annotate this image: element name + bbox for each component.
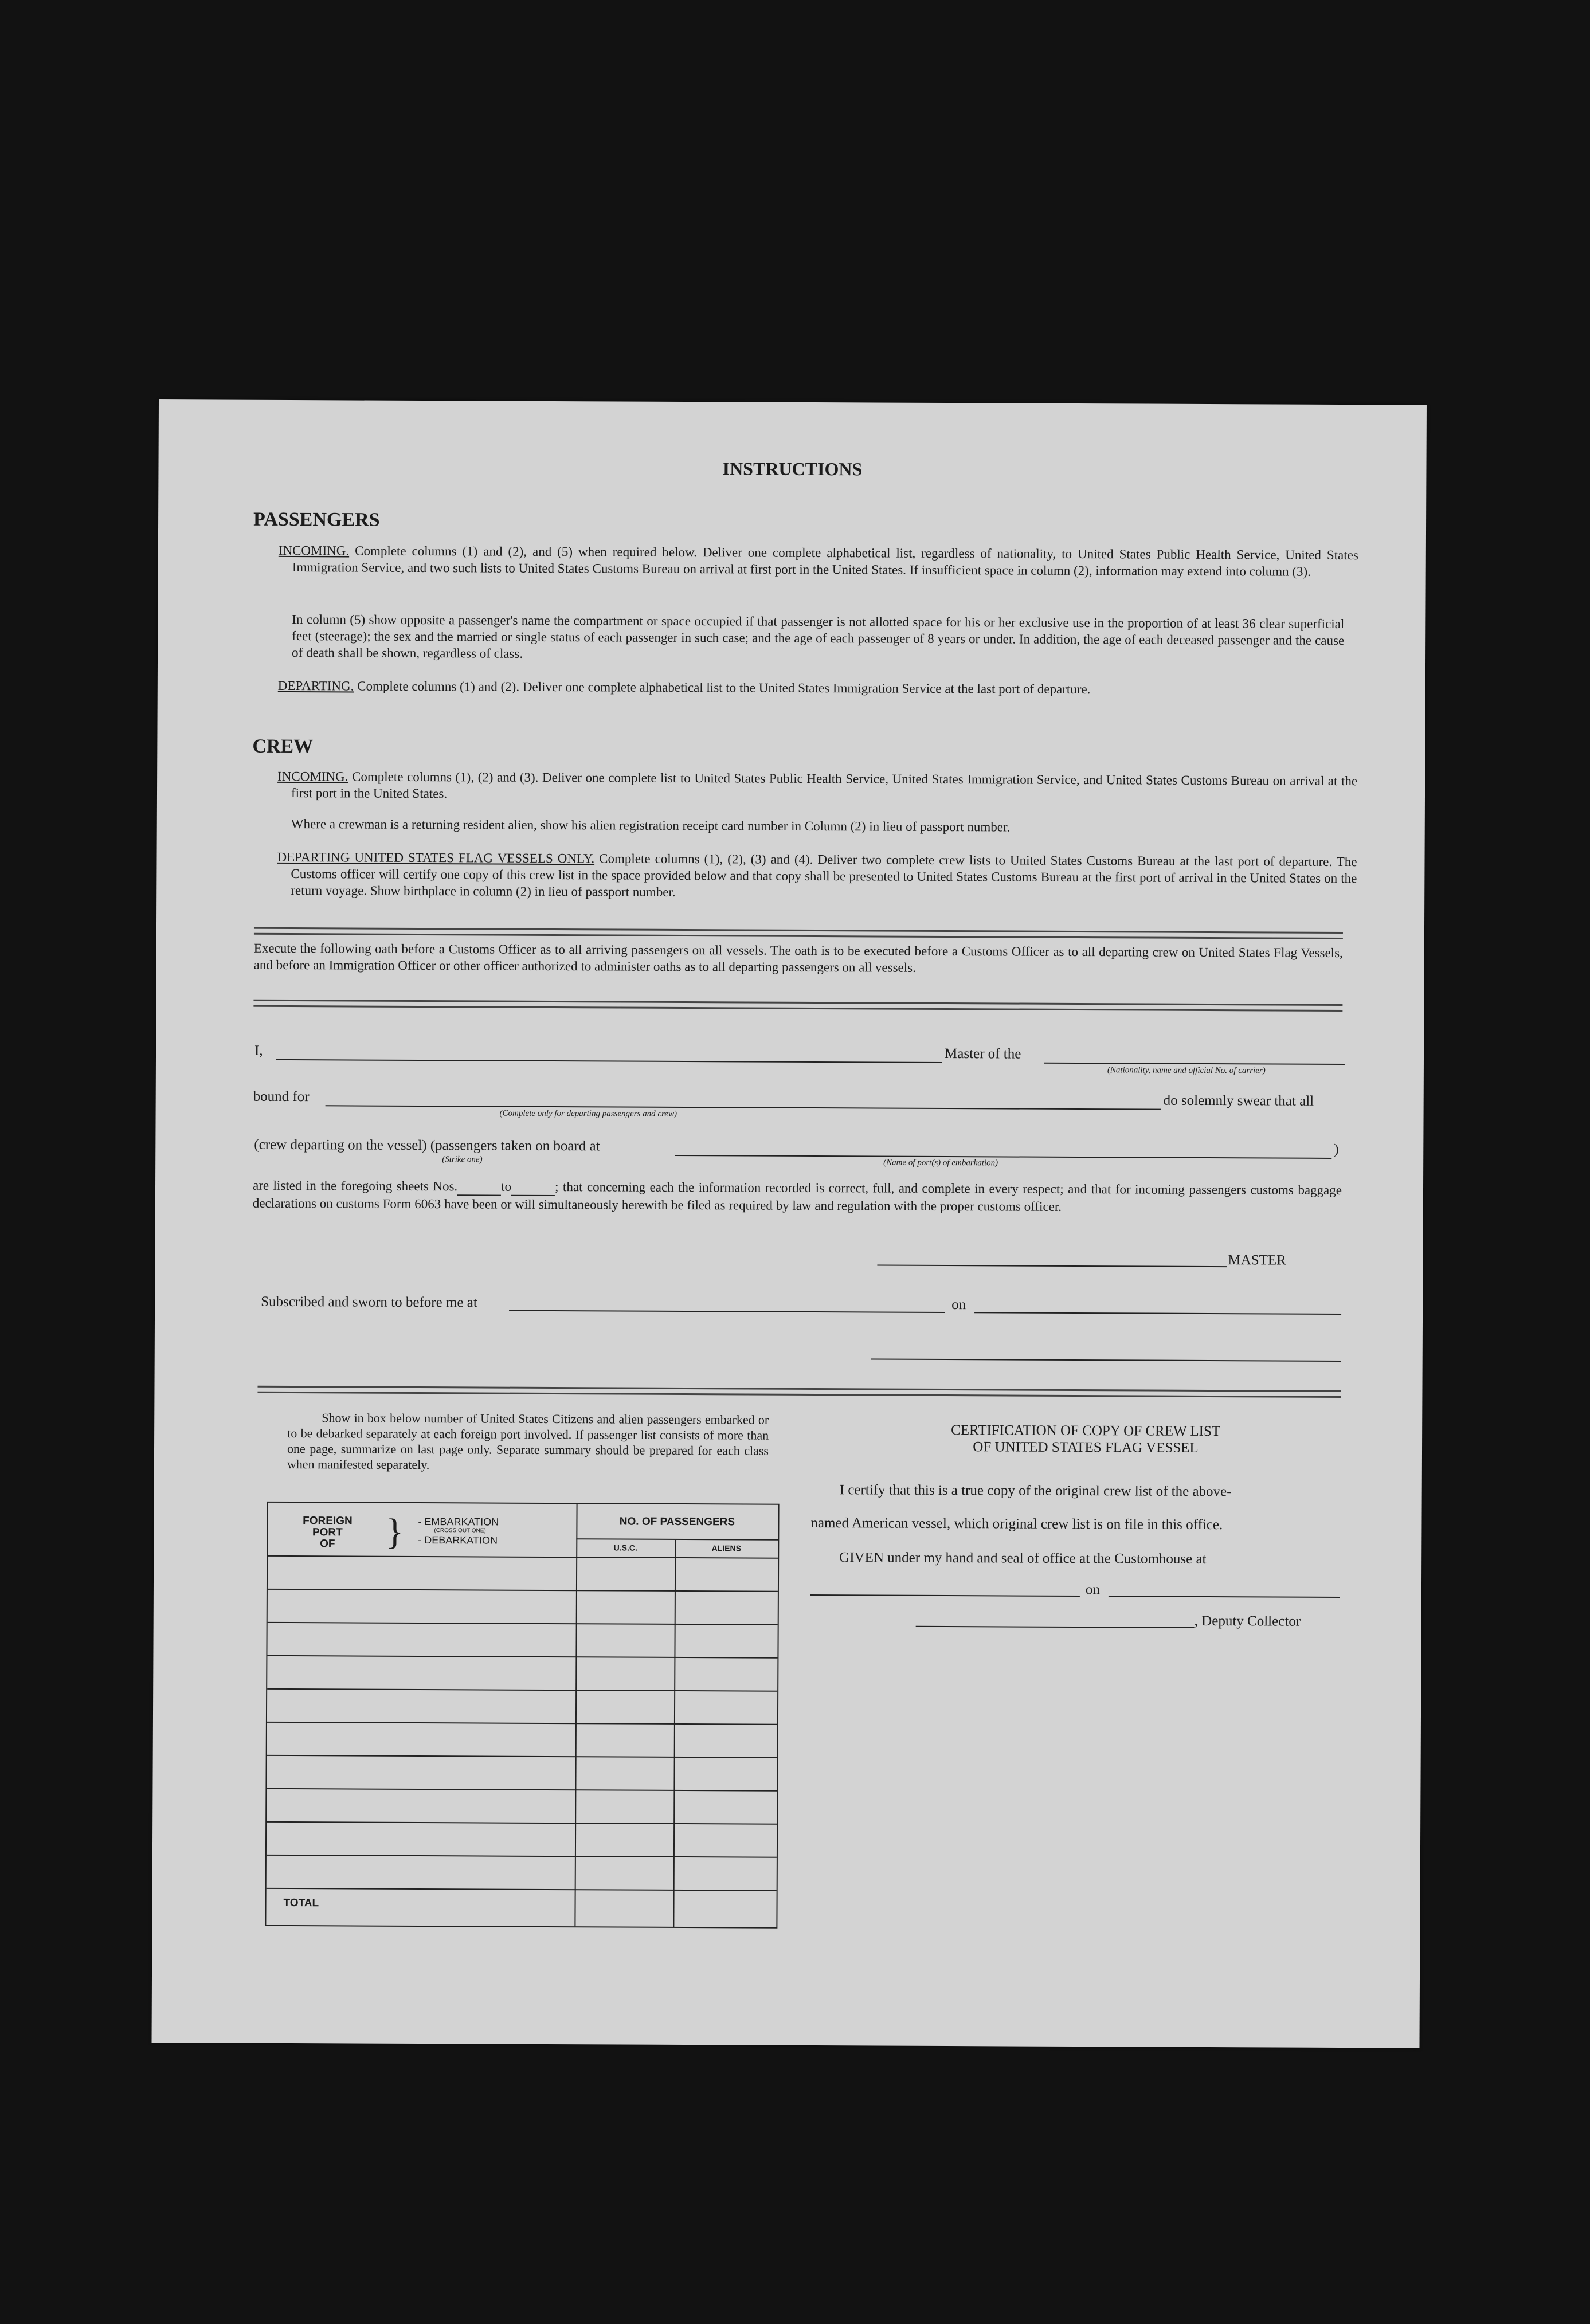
oath-instruction: Execute the following oath before a Customs Officer as to all arriving passengers on all vessels. The oath is to be executed before a Customs Officer as to all departing crew on United States Flag Vessels, and before an Immigration Officer or other officer authorized to administer oaths as to all departing passengers on all vessels. (253, 940, 1343, 975)
solemnly-swear-label: do solemnly swear that all (1163, 1092, 1314, 1109)
close-paren: ) (1334, 1141, 1339, 1157)
passengers-heading: PASSENGERS (253, 508, 380, 531)
listed-to: to (501, 1179, 512, 1194)
officer-signature-line[interactable] (871, 1358, 1341, 1362)
divider-top (254, 927, 1343, 939)
master-signature-line[interactable] (877, 1264, 1227, 1267)
listed-suffix: ; that concerning each the information recorded is correct, full, and complete in every respect; and that for incoming passengers customs baggage declarations on customs Form 6063 have been or will simultaneously herewith be filed as required by law and regulation with the proper customs officer. (252, 1179, 1342, 1214)
table-col-divider-2 (673, 1540, 676, 1927)
master-of-the-label: Master of the (944, 1045, 1021, 1062)
col-usc: U.S.C. (613, 1543, 637, 1553)
total-label: TOTAL (283, 1896, 319, 1910)
table-row-line (267, 1688, 777, 1692)
cert-on-label: on (1085, 1582, 1101, 1598)
table-row-line (267, 1655, 777, 1659)
passengers-column5-paragraph: In column (5) show opposite a passenger's name the compartment or space occupied if that passenger is not allotted space for his or her exclusive use in the proportion of at least 36 clear superficial feet (steerage); the sex and the married or single status of each passenger in such case; and the age of each passenger of 8 years or under. In addition, the age of each deceased passenger and the cause of death shall be shown, regardless of class. (292, 612, 1345, 661)
subscribed-label: Subscribed and sworn to before me at (261, 1294, 477, 1311)
crew-resident-paragraph: Where a crewman is a returning resident alien, show his alien registration receipt card number in Column (2) in lieu of passport number. (291, 817, 1011, 834)
carrier-line[interactable] (1044, 1063, 1345, 1065)
crew-departing-paragraph (277, 849, 1357, 903)
table-total-line (267, 1888, 777, 1891)
cross-out-caption: (CROSS OUT ONE) (434, 1527, 486, 1534)
summary-instructions: Show in box below number of United States Citizens and alien passengers embarked or to be debarked separately at each foreign port involved. If passenger list consists of more than one page, summarize on last page only. Separate summary should be prepared for each class when manifested separately. (287, 1410, 769, 1472)
embarkation-label: - EMBARKATION (418, 1515, 499, 1528)
certify-line2: named American vessel, which original crew list is on file in this office. (810, 1515, 1223, 1533)
listed-prefix: are listed in the foregoing sheets Nos. (252, 1178, 458, 1194)
divider-bottom (257, 1386, 1341, 1398)
master-name-line[interactable] (276, 1059, 942, 1063)
embarkation-ports-line[interactable] (675, 1155, 1331, 1159)
passengers-departing-label: DEPARTING. (277, 678, 354, 693)
crew-incoming-text: Complete columns (1), (2) and (3). Deliver one complete list to United States Public Health Service, United States Immigration Service, and United States Customs Bureau on arrival at the first port in the United States. (291, 769, 1358, 801)
table-row-line (267, 1755, 777, 1758)
deputy-signature-line[interactable] (916, 1626, 1195, 1628)
table-row-line (267, 1722, 777, 1725)
oath-i-label: I, (254, 1043, 263, 1059)
col-port-line3: OF (320, 1538, 335, 1550)
ports-caption: (Name of port(s) of embarkation) (883, 1158, 998, 1168)
listed-paragraph (253, 1177, 1342, 1216)
table-row-line (268, 1589, 778, 1592)
divider-oath (253, 1000, 1342, 1012)
complete-only-caption: (Complete only for departing passengers and crew) (499, 1108, 677, 1119)
subscribed-date-line[interactable] (974, 1312, 1341, 1315)
passengers-incoming-paragraph (279, 542, 1358, 580)
brace-icon: } (386, 1511, 404, 1552)
crew-passengers-label: (crew departing on the vessel) (passengers taken on board at (254, 1136, 600, 1154)
col-port-line2: PORT (312, 1526, 343, 1539)
page-title: INSTRUCTIONS (722, 458, 863, 480)
passengers-incoming-text: Complete columns (1) and (2), and (5) when required below. Deliver one complete alphabetical list, regardless of nationality, to United States Public Health Service, United States Immigration Service, and two such lists to United States Customs Bureau on arrival at first port in the United States. If insufficient space in column (2), information may extend into column (3). (292, 543, 1358, 579)
subscribed-on-label: on (951, 1297, 966, 1313)
col-aliens: ALIENS (711, 1543, 741, 1553)
passenger-summary-table (265, 1502, 779, 1929)
crew-incoming-paragraph (277, 768, 1357, 806)
nationality-caption: (Nationality, name and official No. of carrier) (1107, 1065, 1266, 1076)
master-label: MASTER (1228, 1252, 1286, 1268)
certify-line1: I certify that this is a true copy of the original crew list of the above- (839, 1482, 1232, 1500)
certification-title-line2: OF UNITED STATES FLAG VESSEL (973, 1439, 1199, 1456)
deputy-collector-label: , Deputy Collector (1194, 1613, 1301, 1629)
certification-title-line1: CERTIFICATION OF COPY OF CREW LIST (951, 1422, 1221, 1440)
sheet-from-field[interactable] (457, 1178, 501, 1196)
table-row-line (268, 1622, 778, 1625)
customhouse-line[interactable] (810, 1594, 1080, 1597)
passengers-departing-text: Complete columns (1) and (2). Deliver one complete alphabetical list to the United States Immigration Service at the last port of departure. (354, 679, 1091, 697)
debarkation-label: - DEBARKATION (418, 1534, 498, 1546)
table-row-line (267, 1855, 777, 1858)
certification-title (831, 1421, 1341, 1457)
col-foreign-port (293, 1515, 362, 1550)
table-row-line (267, 1821, 777, 1825)
table-col-divider-1 (574, 1504, 577, 1926)
passengers-departing-paragraph (278, 677, 1358, 699)
crew-heading: CREW (252, 735, 314, 758)
subscribed-place-line[interactable] (509, 1310, 945, 1313)
bound-for-line[interactable] (326, 1105, 1161, 1110)
crew-departing-text: Complete columns (1), (2), (3) and (4). Deliver two complete crew lists to United States Customs Bureau at the last port of departure. The Customs officer will certify one copy of this crew list in the space provided below and that copy shall be presented to United States Customs Bureau at the first port of arrival in the United States on the return voyage. Show birthplace in column (2) in lieu of passport number. (291, 851, 1357, 899)
col-no-passengers: NO. OF PASSENGERS (619, 1515, 735, 1529)
table-header-subline (576, 1538, 778, 1541)
bound-for-label: bound for (253, 1088, 310, 1105)
document-page (151, 399, 1426, 2048)
table-row-line (267, 1788, 777, 1792)
table-header-line (268, 1555, 778, 1559)
sheet-to-field[interactable] (511, 1178, 555, 1196)
cert-date-line[interactable] (1109, 1596, 1340, 1598)
given-line: GIVEN under my hand and seal of office at the Customhouse at (839, 1550, 1207, 1567)
strike-one-caption: (Strike one) (442, 1155, 483, 1165)
crew-departing-label: DEPARTING UNITED STATES FLAG VESSELS ONLY. (277, 849, 595, 866)
crew-incoming-label: INCOMING. (277, 769, 348, 784)
passengers-incoming-label: INCOMING. (278, 543, 350, 558)
col-port-line1: FOREIGN (303, 1515, 353, 1527)
